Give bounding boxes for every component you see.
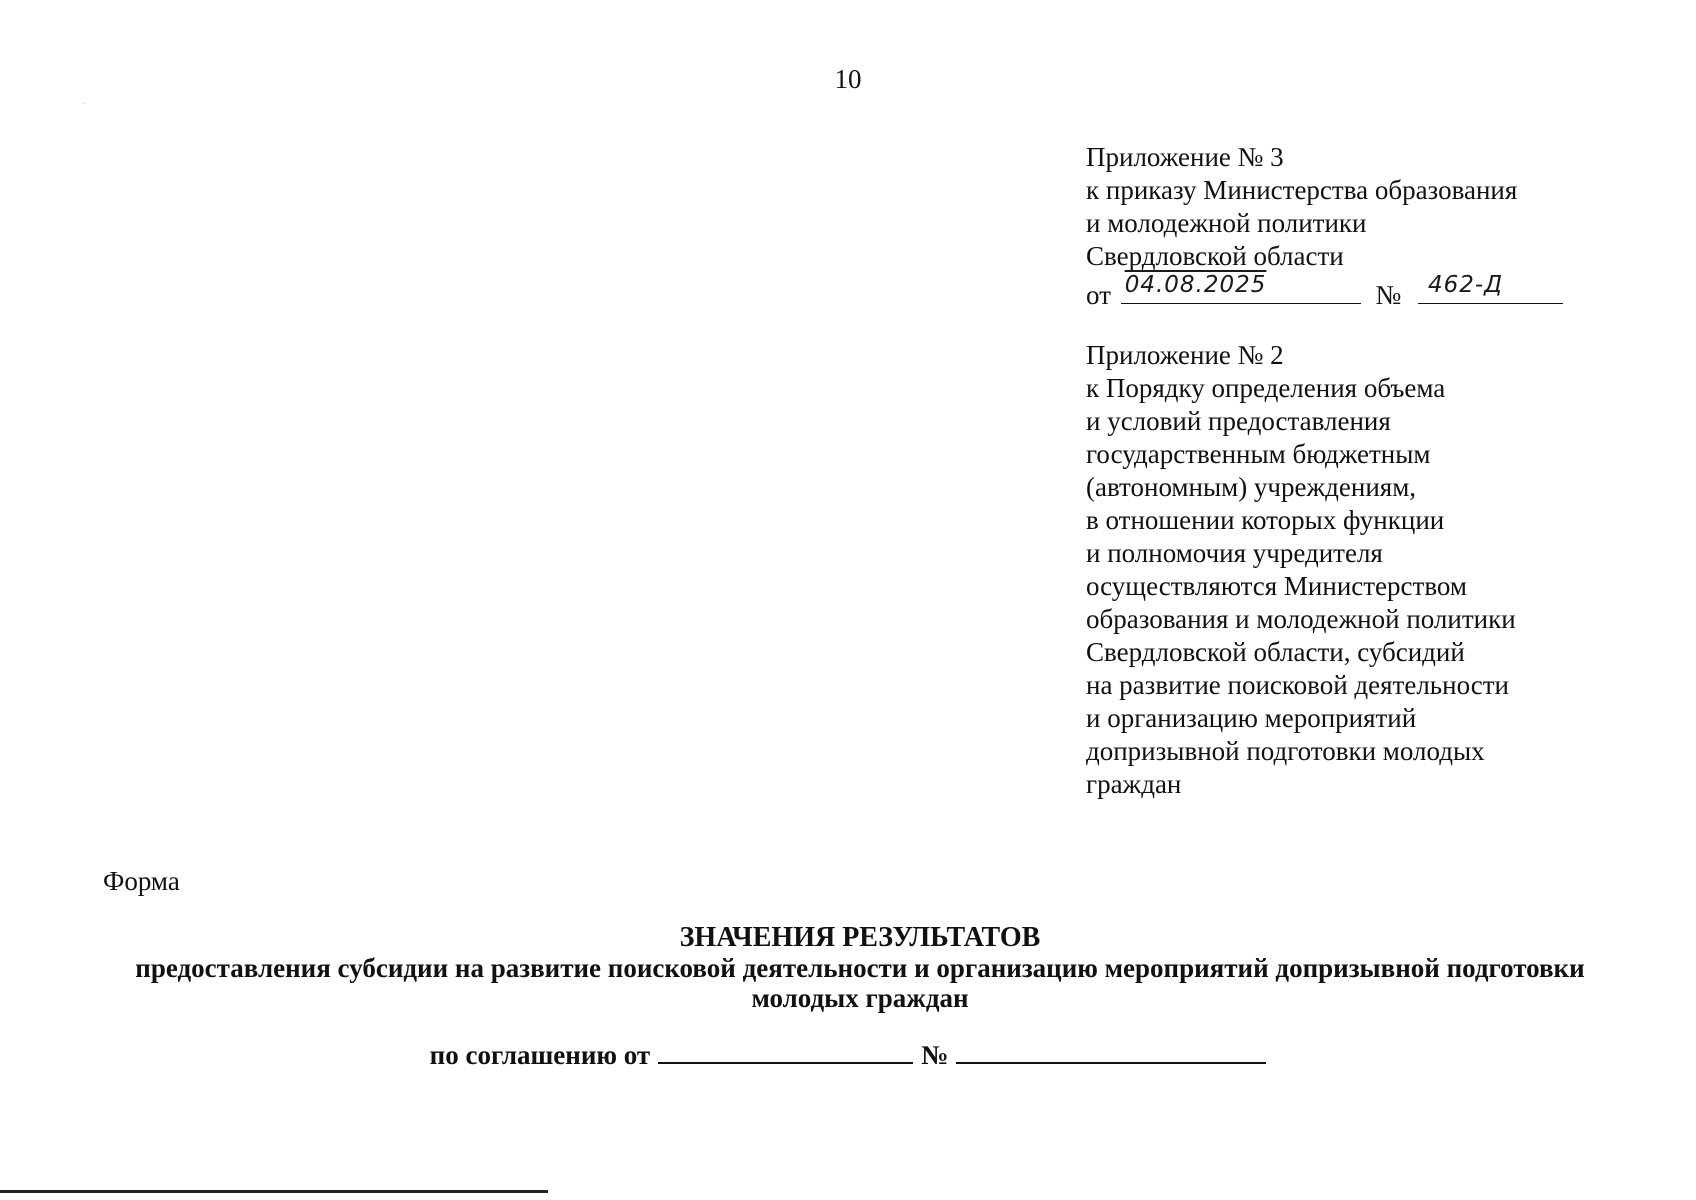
form-label: Форма	[103, 866, 180, 896]
appendix-3-line: и молодежной политики	[1086, 208, 1367, 238]
appendix-3-block	[1086, 141, 1563, 312]
order-date-field	[1121, 273, 1361, 304]
page-number: 10	[834, 64, 862, 94]
document-title	[80, 923, 1640, 1013]
title-heading: ЗНАЧЕНИЯ РЕЗУЛЬТАТОВ	[679, 922, 1041, 953]
agreement-prefix: по соглашению от	[429, 1040, 651, 1070]
footnote-separator	[0, 1190, 548, 1193]
appendix-3-line: Свердловской области	[1086, 241, 1344, 271]
appendix-3-line: Приложение № 3	[1086, 142, 1284, 172]
appendix-2-line: граждан	[1086, 769, 1182, 799]
agreement-date-blank	[658, 1040, 913, 1064]
appendix-2-line: на развитие поисковой деятельности	[1086, 670, 1509, 700]
from-label: от	[1086, 280, 1111, 310]
appendix-2-line: допризывной подготовки молодых	[1086, 736, 1485, 766]
scan-speck	[84, 103, 85, 104]
appendix-2-line: и организацию мероприятий	[1086, 703, 1417, 733]
appendix-2-line: к Порядку определения объема	[1086, 373, 1446, 403]
agreement-number-label: №	[921, 1040, 949, 1070]
appendix-2-line: и полномочия учредителя	[1086, 538, 1383, 568]
handwritten-date: 04.08.2025	[1124, 272, 1267, 298]
title-subheading: предоставления субсидии на развитие поисковой деятельности и организацию мероприятий допризывной подготовки молодых граждан	[135, 953, 1585, 1013]
appendix-2-line: образования и молодежной политики	[1086, 604, 1516, 634]
appendix-2-line: Свердловской области, субсидий	[1086, 637, 1465, 667]
order-number-field	[1418, 273, 1563, 304]
appendix-2-line: и условий предоставления	[1086, 406, 1391, 436]
appendix-2-line: (автономным) учреждениям,	[1086, 472, 1417, 502]
appendix-2-line: осуществляются Министерством	[1086, 571, 1467, 601]
agreement-line	[0, 1040, 1696, 1071]
appendix-2-block	[1086, 339, 1516, 801]
number-label: №	[1375, 280, 1402, 310]
handwritten-number: 462-Д	[1427, 272, 1504, 298]
agreement-number-blank	[956, 1040, 1266, 1064]
appendix-2-line: государственным бюджетным	[1086, 439, 1431, 469]
appendix-3-line: к приказу Министерства образования	[1086, 175, 1518, 205]
appendix-2-line: в отношении которых функции	[1086, 505, 1445, 535]
appendix-2-line: Приложение № 2	[1086, 340, 1284, 370]
order-date-number-line	[1086, 273, 1563, 312]
